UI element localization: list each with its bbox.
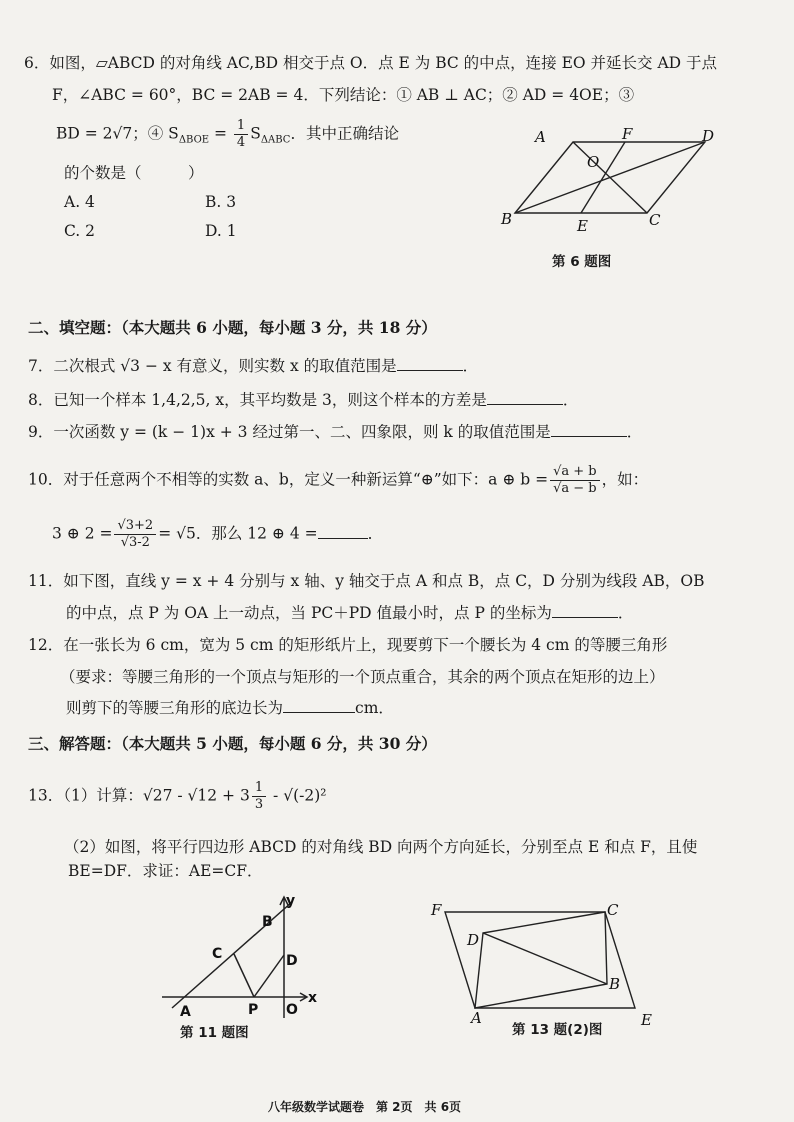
- fig13-label-c: C: [607, 901, 619, 919]
- q6-option-c: C. 2: [64, 222, 96, 240]
- fig6-label-f: F: [622, 125, 633, 143]
- fig13-label-a: A: [471, 1009, 482, 1027]
- q11-line1: 11．如下图，直线 y = x + 4 分别与 x 轴、y 轴交于点 A 和点 B，点 C，D 分别为线段 AB，OB: [28, 572, 705, 590]
- fig13-label-b: B: [609, 975, 621, 993]
- fig11-label-p: P: [248, 1002, 259, 1018]
- q6-line4: 的个数是（ ）: [64, 164, 204, 182]
- fig6-label-e: E: [577, 217, 588, 235]
- fig13-label-e: E: [641, 1011, 652, 1029]
- fig11-label-b: B: [262, 914, 273, 930]
- q6-line2: F，∠ABC = 60°，BC = 2AB = 4．下列结论：① AB ⊥ AC；② AD = 4OE；③: [52, 86, 635, 104]
- q6-option-d: D. 1: [205, 222, 237, 240]
- q6-option-a: A. 4: [64, 193, 95, 211]
- fig6-label-o: O: [587, 153, 600, 171]
- section3-title: 三、解答题：（本大题共 5 小题，每小题 6 分，共 30 分）: [28, 734, 437, 753]
- q11-coordinate-figure: [158, 892, 338, 1022]
- q6-parallelogram-figure: [495, 125, 735, 240]
- fig11-label-a: A: [180, 1004, 191, 1020]
- q6-figure-caption: 第 6 题图: [552, 254, 612, 270]
- fig13-label-f: F: [431, 901, 442, 919]
- q11-line2: 的中点，点 P 为 OA 上一动点，当 PC＋PD 值最小时，点 P 的坐标为 ．: [66, 601, 633, 624]
- fig6-label-c: C: [649, 211, 661, 229]
- q13-part2-line1: （2）如图，将平行四边形 ABCD 的对角线 BD 向两个方向延长，分别至点 E 和点 F，且使: [64, 838, 698, 856]
- fig11-label-d: D: [286, 953, 298, 969]
- q13-parallelogram-figure: [425, 895, 660, 1030]
- q10-line2: 3 ⊕ 2 = $\frac{√3+2}{√3-2}$ = √5．那么 12 ⊕ 4 = ．: [52, 518, 384, 550]
- q12-line1: 12．在一张长为 6 cm，宽为 5 cm 的矩形纸片上，现要剪下一个腰长为 4 cm 的等腰三角形: [28, 636, 668, 654]
- q8: 8．已知一个样本 1,4,2,5, x，其平均数是 3，则这个样本的方差是 ．: [28, 388, 578, 411]
- fig11-label-c: C: [212, 946, 223, 962]
- q7: 7．二次根式 √3 − x 有意义，则实数 x 的取值范围是 ．: [28, 354, 478, 377]
- q9: 9．一次函数 y = (k − 1)x + 3 经过第一、二、四象限，则 k 的取值范围是 ．: [28, 420, 642, 443]
- q13-part1: 13．（1）计算：√27 - √12 + 3 $\frac{1}{3}$ - √(-2)²: [28, 780, 327, 812]
- page-footer: 八年级数学试题卷 第 2页 共 6页: [268, 1100, 462, 1114]
- q10-line1: 10．对于任意两个不相等的实数 a、b，定义一种新运算“⊕”如下：a ⊕ b = $\frac{√a + b}{√a - b}$ ，如：: [28, 464, 649, 496]
- fig11-label-y: y: [286, 893, 296, 909]
- fig11-caption: 第 11 题图: [180, 1025, 249, 1041]
- q6-option-b: B. 3: [205, 193, 237, 211]
- fig13-label-d: D: [467, 931, 480, 949]
- fig13-caption: 第 13 题(2)图: [512, 1022, 603, 1038]
- fig6-label-d: D: [702, 127, 715, 145]
- fig11-label-o: O: [286, 1002, 298, 1018]
- q6-line3: BD = 2√7；④ $S_{\Delta BOE}$ = $\frac{1}{4}$ $S_{\Delta ABC}$．其中正确结论: [56, 118, 399, 150]
- q6-line1: 6．如图，▱ABCD 的对角线 AC,BD 相交于点 O．点 E 为 BC 的中点，连接 EO 并延长交 AD 于点: [24, 54, 718, 72]
- fig6-label-b: B: [501, 210, 513, 228]
- q13-part2-line2: BE=DF．求证：AE=CF．: [68, 862, 263, 880]
- section2-title: 二、填空题：（本大题共 6 小题，每小题 3 分，共 18 分）: [28, 318, 437, 337]
- q12-line3: 则剪下的等腰三角形的底边长为 cm．: [66, 696, 394, 719]
- fig11-label-x: x: [308, 990, 318, 1006]
- q12-line2: （要求：等腰三角形的一个顶点与矩形的一个顶点重合，其余的两个顶点在矩形的边上）: [60, 668, 665, 686]
- fig6-label-a: A: [535, 128, 546, 146]
